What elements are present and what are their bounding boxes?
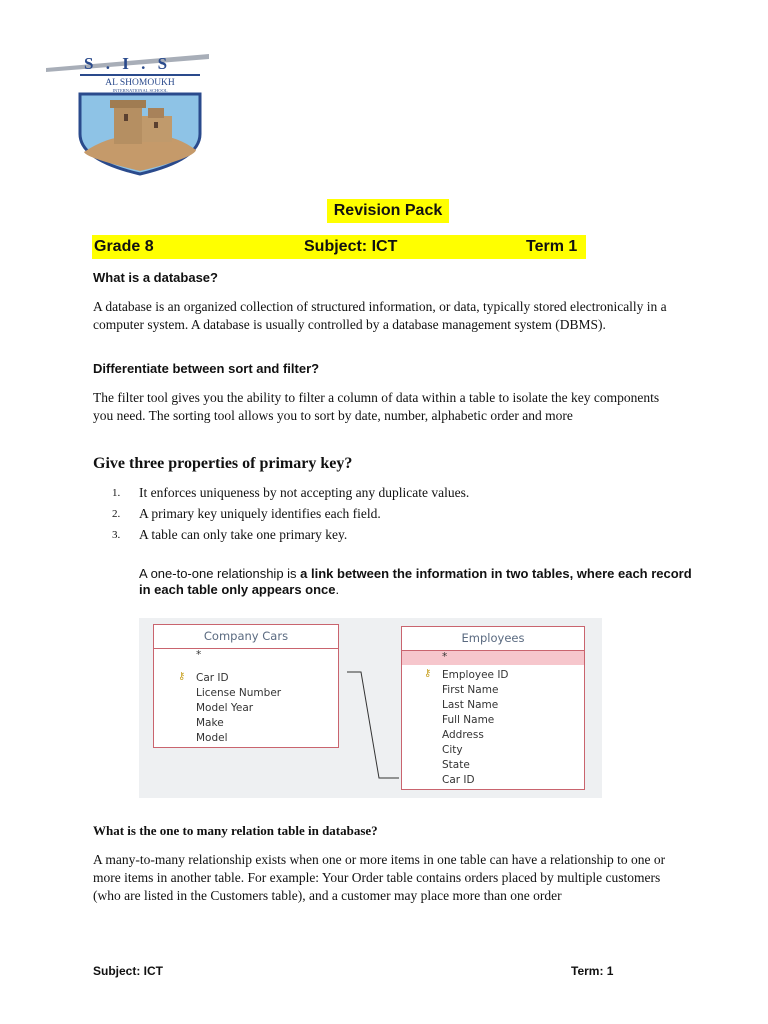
answer-one-to-many: A many-to-many relationship exists when one or more items in one table can have a relationship to one or more items in another table. For example: Your Order table contains orders placed by multiple customers (who are listed in the Customers table), and a customer may place more than one order [93, 852, 666, 903]
list-number: 1. [112, 487, 121, 499]
definition-end: . [335, 582, 340, 597]
table-field: License Number [196, 687, 282, 699]
table-field: Model [196, 732, 228, 744]
selected-row-highlight [402, 651, 584, 665]
relationship-diagram [139, 618, 602, 798]
employees-title: Employees [402, 627, 584, 651]
question-sort-filter: Differentiate between sort and filter? [93, 361, 320, 376]
footer-term: Term: 1 [571, 964, 614, 978]
table-field: Full Name [442, 714, 495, 726]
logo-line2: INTERNATIONAL SCHOOL [112, 88, 168, 93]
table-field: Make [196, 717, 224, 729]
grade-subject-term-bar [92, 235, 586, 259]
table-star-row: * [442, 651, 448, 663]
table-field: Last Name [442, 699, 499, 711]
term-label: Term 1 [526, 238, 578, 255]
table-field: State [442, 759, 470, 771]
list-text: A primary key uniquely identifies each field. [139, 506, 381, 521]
table-field: Employee ID [442, 669, 509, 681]
primary-key-icon: ⚷ [424, 668, 432, 679]
table-field: Car ID [442, 774, 475, 786]
page-title: Revision Pack [327, 199, 449, 223]
primary-key-icon: ⚷ [178, 671, 186, 682]
footer-subject: Subject: ICT [93, 964, 164, 978]
school-logo [44, 52, 214, 176]
list-text: A table can only take one primary key. [139, 527, 348, 542]
list-item [112, 505, 632, 526]
answer-sort-filter: The filter tool gives you the ability to filter a column of data within a table to isolate the key components you need. The sorting tool allows you to sort by date, number, alphabetic order and more [93, 390, 660, 423]
table-field: Address [442, 729, 484, 741]
subject-label: Subject: ICT [304, 238, 398, 255]
table-star-row: * [196, 649, 202, 661]
company-cars-title: Company Cars [154, 625, 338, 649]
employees-table [401, 626, 585, 790]
list-number: 3. [112, 529, 121, 541]
list-text: It enforces uniqueness by not accepting any duplicate values. [139, 485, 470, 500]
question-database: What is a database? [93, 270, 218, 285]
list-item [112, 526, 632, 547]
definition-plain: A one-to-one relationship is [139, 566, 301, 581]
logo-line1: AL SHOMOUKH [105, 78, 175, 88]
table-field: First Name [442, 684, 499, 696]
question-one-to-many: What is the one to many relation table in database? [93, 823, 378, 838]
logo-letters: S . I . S [84, 54, 172, 73]
primary-key-list [112, 484, 632, 547]
question-primary-key: Give three properties of primary key? [93, 455, 353, 472]
one-to-one-definition [139, 566, 699, 598]
table-field: City [442, 744, 463, 756]
list-item [112, 484, 632, 505]
table-field: Model Year [196, 702, 254, 714]
grade-label: Grade 8 [94, 238, 154, 255]
table-field: Car ID [196, 672, 229, 684]
list-number: 2. [112, 508, 121, 520]
answer-database: A database is an organized collection of structured information, or data, typically stored electronically in a computer system. A database is usually controlled by a database management system (DBMS). [93, 299, 667, 332]
definition-bold: a link between the information in two tables, where each record in each table only appears once [139, 566, 692, 597]
